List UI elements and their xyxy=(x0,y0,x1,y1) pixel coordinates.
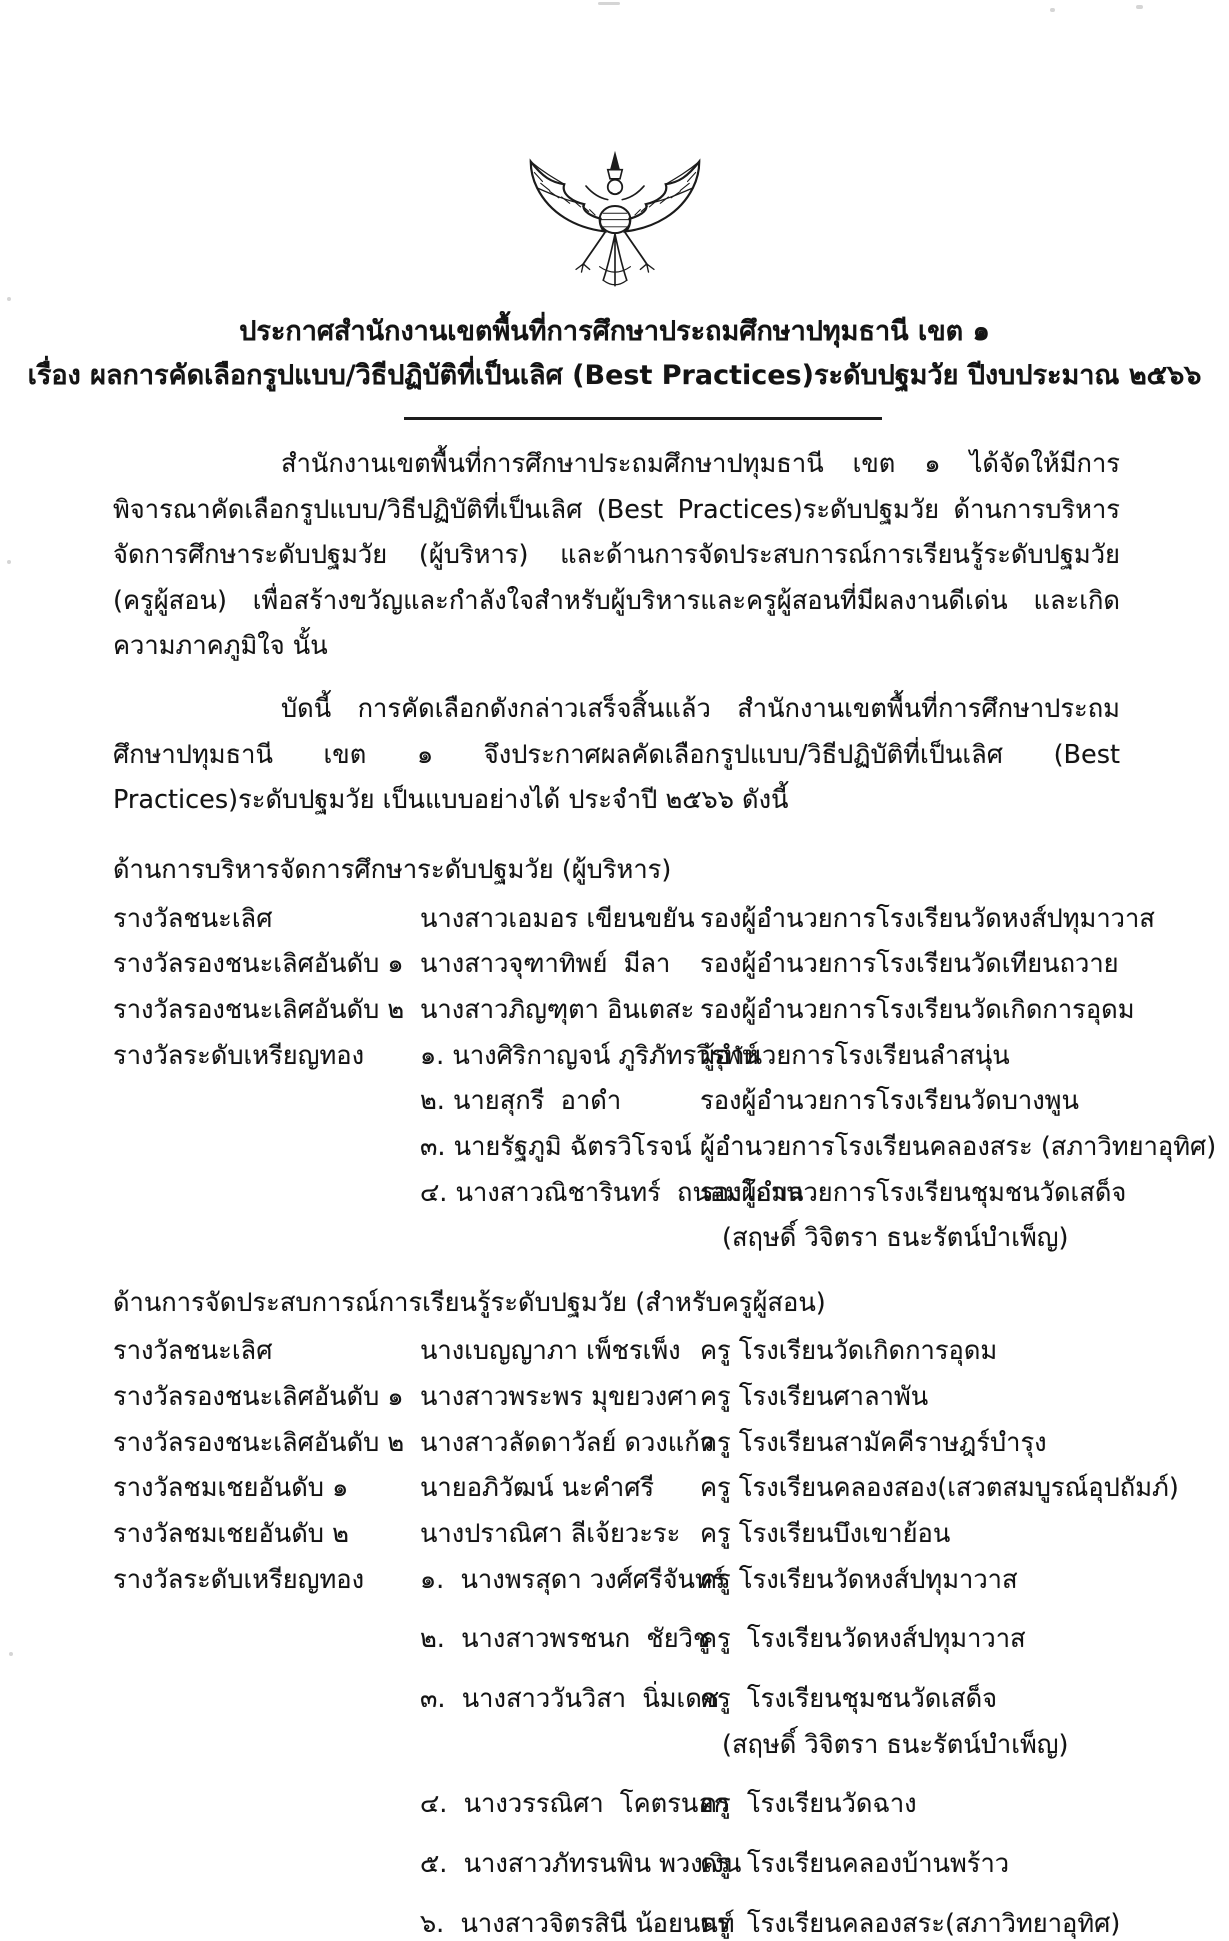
name-cell: ๖. นางสาวจิตรสินี น้อยนนท์ xyxy=(420,1908,735,1939)
section-administrators xyxy=(113,849,1217,1256)
name-cell: ๒. นางสาวพรชนก ชัยวิชู xyxy=(420,1624,711,1655)
section-heading: ด้านการจัดประสบการณ์การเรียนรู้ระดับปฐมวัย (สำหรับครูผู้สอน) xyxy=(113,1288,826,1319)
title-divider-rule xyxy=(404,417,882,420)
award-cell: รางวัลรองชนะเลิศอันดับ ๑ xyxy=(113,949,404,980)
award-row xyxy=(113,1518,1120,1552)
award-row xyxy=(113,1683,1120,1717)
position-cell: ผู้อำนวยการโรงเรียนลำสนุ่น xyxy=(700,1040,1010,1071)
scan-artifact xyxy=(7,297,11,301)
award-row xyxy=(113,1729,1120,1763)
position-cell: (สฤษดิ์ วิจิตรา ธนะรัตน์บำเพ็ญ) xyxy=(722,1223,1069,1254)
award-row xyxy=(113,1335,1120,1369)
award-cell: รางวัลชนะเลิศ xyxy=(113,903,273,934)
name-cell: นางสาวภิญฑุตา อินเตสะ xyxy=(420,995,695,1026)
position-cell: ครู โรงเรียนบึงเขาย้อน xyxy=(700,1519,951,1550)
position-cell: ครู โรงเรียนคลองสระ(สภาวิทยาอุทิศ) xyxy=(700,1908,1121,1939)
position-cell: รองผู้อำนวยการโรงเรียนวัดหงส์ปทุมาวาส xyxy=(700,903,1155,934)
award-cell: รางวัลชมเชยอันดับ ๑ xyxy=(113,1473,349,1504)
result-paragraph: บัดนี้ การคัดเลือกดังกล่าวเสร็จสิ้นแล้ว สำนักงานเขตพื้นที่การศึกษาประถมศึกษาปทุมธานี เขต ๑ จึงประกาศผลคัดเลือกรูปแบบ/วิธีปฏิบัติที่เป็นเลิศ (Best Practices)ระดับปฐมวัย เป็นแบบอย่างได้ ประจำปี ๒๕๖๖ ดังนี้ xyxy=(113,694,1120,816)
award-row xyxy=(113,1085,1120,1119)
name-cell: นางสาวพระพร มุขยวงศา xyxy=(420,1382,698,1413)
position-cell: รองผู้อำนวยการโรงเรียนวัดบางพูน xyxy=(700,1086,1079,1117)
award-row xyxy=(113,1788,1120,1822)
scan-artifact xyxy=(7,560,11,564)
position-cell: ครู โรงเรียนสามัคคีราษฎร์บำรุง xyxy=(700,1427,1047,1458)
award-row xyxy=(113,1222,1120,1256)
award-row xyxy=(113,1427,1120,1461)
award-row xyxy=(113,1381,1120,1415)
award-cell: รางวัลชนะเลิศ xyxy=(113,1336,273,1367)
position-cell: ครู โรงเรียนคลองบ้านพร้าว xyxy=(700,1848,1010,1879)
award-row xyxy=(113,1623,1120,1657)
scan-artifact xyxy=(598,2,620,5)
document-body xyxy=(0,442,1229,1941)
award-cell: รางวัลชมเชยอันดับ ๒ xyxy=(113,1519,349,1550)
award-row xyxy=(113,1848,1120,1882)
announcement-title-line1: ประกาศสำนักงานเขตพื้นที่การศึกษาประถมศึกษาปทุมธานี เขต ๑ xyxy=(239,316,990,347)
position-cell: (สฤษดิ์ วิจิตรา ธนะรัตน์บำเพ็ญ) xyxy=(722,1729,1069,1760)
position-cell: ครู โรงเรียนคลองสอง(เสวตสมบูรณ์อุปถัมภ์) xyxy=(700,1473,1179,1504)
name-cell: นางปราณิศา ลีเจ้ยวะระ xyxy=(420,1519,681,1550)
name-cell: นายอภิวัฒน์ นะคำศรี xyxy=(420,1473,655,1504)
award-row xyxy=(113,1131,1217,1165)
name-cell: ๕. นางสาวภัทรนพิน พวงเงิน xyxy=(420,1848,742,1879)
section-heading: ด้านการบริหารจัดการศึกษาระดับปฐมวัย (ผู้บริหาร) xyxy=(113,855,672,886)
award-row xyxy=(113,903,1155,937)
scan-artifact xyxy=(1050,8,1055,12)
award-cell: รางวัลรองชนะเลิศอันดับ ๒ xyxy=(113,995,405,1026)
section-teachers xyxy=(113,1282,1179,1941)
position-cell: ครู โรงเรียนวัดเกิดการอุดม xyxy=(700,1336,998,1367)
intro-paragraph: สำนักงานเขตพื้นที่การศึกษาประถมศึกษาปทุมธานี เขต ๑ ได้จัดให้มีการพิจารณาคัดเลือกรูปแบบ/วิธีปฏิบัติที่เป็นเลิศ (Best Practices)ระดับปฐมวัย ด้านการบริหารจัดการศึกษาระดับปฐมวัย (ผู้บริหาร) และด้านการจัดประสบการณ์การเรียนรู้ระดับปฐมวัย (ครูผู้สอน) เพื่อสร้างขวัญและกำลังใจสำหรับผู้บริหารและครูผู้สอนที่มีผลงานดีเด่น และเกิดความภาคภูมิใจ นั้น xyxy=(113,449,1120,661)
award-row xyxy=(113,1177,1127,1211)
position-cell: ครู โรงเรียนศาลาพัน xyxy=(700,1382,929,1413)
name-cell: ๓. นางสาววันวิสา นิ่มเดช xyxy=(420,1684,720,1714)
name-cell: นางสาวลัดดาวัลย์ ดวงแก้ว xyxy=(420,1427,714,1458)
award-row xyxy=(113,1472,1179,1506)
position-cell: รองผู้อำนวยการโรงเรียนชุมชนวัดเสด็จ xyxy=(700,1177,1127,1208)
garuda-emblem xyxy=(497,148,733,302)
name-cell: ๒. นายสุกรี อาดำ xyxy=(420,1086,622,1117)
name-cell: นางเบญญาภา เพ็ชรเพ็ง xyxy=(420,1336,681,1367)
scan-artifact xyxy=(1136,5,1143,9)
position-cell: ครู โรงเรียนวัดฉาง xyxy=(700,1789,917,1820)
position-cell: ครู โรงเรียนวัดหงส์ปทุมาวาส xyxy=(700,1564,1018,1595)
scan-artifact xyxy=(9,1652,13,1656)
name-cell: ๓. นายรัฐภูมิ ฉัตรวิโรจน์ xyxy=(420,1132,692,1163)
position-cell: รองผู้อำนวยการโรงเรียนวัดเกิดการอุดม xyxy=(700,995,1135,1026)
award-cell: รางวัลระดับเหรียญทอง xyxy=(113,1040,365,1071)
position-cell: ครู โรงเรียนชุมชนวัดเสด็จ xyxy=(700,1684,998,1714)
position-cell: ผู้อำนวยการโรงเรียนคลองสระ (สภาวิทยาอุทิศ) xyxy=(700,1132,1217,1163)
award-row xyxy=(113,1908,1120,1941)
name-cell: นางสาวจุฑาทิพย์ มีลา xyxy=(420,949,671,980)
name-cell: ๑. นางพรสุดา วงศ์ศรีจันทร์ xyxy=(420,1564,726,1595)
award-row xyxy=(113,1040,1120,1074)
emblem-container xyxy=(0,0,1229,302)
award-row xyxy=(113,994,1135,1028)
position-cell: รองผู้อำนวยการโรงเรียนวัดเทียนถวาย xyxy=(700,949,1119,980)
section-rows xyxy=(113,903,1217,1256)
announcement-subject-line: เรื่อง ผลการคัดเลือกรูปแบบ/วิธีปฏิบัติที่เป็นเลิศ (Best Practices)ระดับปฐมวัย ปีงบประมาณ ๒๕๖๖ xyxy=(27,359,1202,391)
award-row xyxy=(113,948,1120,982)
name-cell: ๔. นางสาวณิชารินทร์ ถนอมโกมล xyxy=(420,1177,804,1208)
position-cell: ครู โรงเรียนวัดหงส์ปทุมาวาส xyxy=(700,1624,1026,1655)
award-row xyxy=(113,1564,1120,1598)
name-cell: นางสาวเอมอร เขียนขยัน xyxy=(420,903,695,934)
award-cell: รางวัลระดับเหรียญทอง xyxy=(113,1564,365,1595)
name-cell: ๔. นางวรรณิศา โคตรนอก xyxy=(420,1789,730,1820)
award-cell: รางวัลรองชนะเลิศอันดับ ๒ xyxy=(113,1427,405,1458)
name-cell: ๑. นางศิริกาญจน์ ภูริภัทรวิรุฬห์ xyxy=(420,1040,759,1071)
section-rows xyxy=(113,1335,1179,1941)
award-cell: รางวัลรองชนะเลิศอันดับ ๑ xyxy=(113,1382,404,1413)
